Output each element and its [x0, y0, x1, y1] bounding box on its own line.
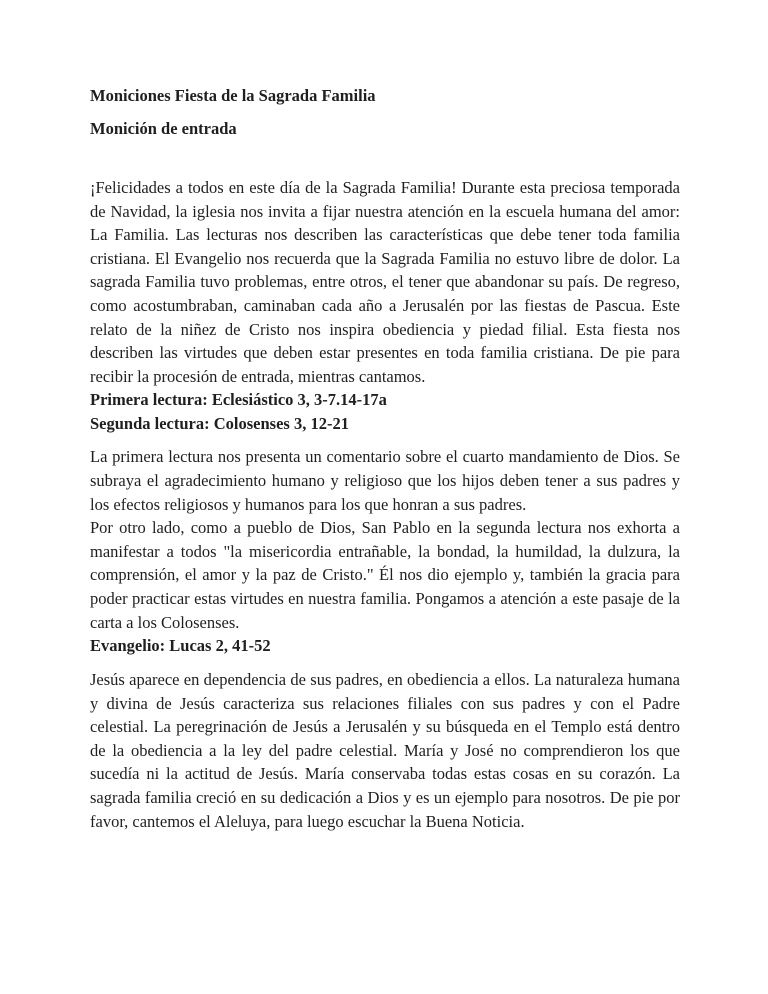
gospel-heading: Evangelio: Lucas 2, 41-52	[90, 636, 271, 656]
first-reading-heading: Primera lectura: Eclesiástico 3, 3-7.14-17a	[90, 390, 387, 410]
readings-headings	[90, 388, 680, 436]
document-title: Moniciones Fiesta de la Sagrada Familia	[90, 86, 376, 105]
second-reading-paragraph: Por otro lado, como a pueblo de Dios, San Pablo en la segunda lectura nos exhorta a manifestar a todos "la misericordia entrañable, la bondad, la humildad, la dulzura, la comprensión, el amor y la paz de Cristo." Él nos dio ejemplo y, también la gracia para poder practicar estas virtudes en nuestra familia. Pongamos a atención a este pasaje de la carta a los Colosenses.	[90, 518, 680, 632]
second-reading-heading: Segunda lectura: Colosenses 3, 12-21	[90, 414, 349, 434]
section-heading-entrance: Monición de entrada	[90, 119, 237, 138]
intro-paragraph: ¡Felicidades a todos en este día de la Sagrada Familia! Durante esta preciosa temporada de Navidad, la iglesia nos invita a fijar nuestra atención en la escuela humana del amor: La Familia. Las lecturas nos describen las características que debe tener toda familia cristiana. El Evangelio nos recuerda que la Sagrada Familia no estuvo libre de dolor. La sagrada Familia tuvo problemas, entre otros, el tener que abandonar su país. De regreso, como acostumbraban, caminaban cada año a Jerusalén por las fiestas de Pascua. Este relato de la niñez de Cristo nos inspira obediencia y piedad filial. Esta fiesta nos describen las virtudes que deben estar presentes en toda familia cristiana. De pie para recibir la procesión de entrada, mientras cantamos.	[90, 178, 680, 386]
document-page	[90, 84, 680, 833]
first-reading-paragraph: La primera lectura nos presenta un comentario sobre el cuarto mandamiento de Dios. Se subraya el agradecimiento humano y religioso que los hijos deben tener a sus padres y los efectos religiosos y humanos para los que honran a sus padres.	[90, 447, 680, 514]
gospel-paragraph: Jesús aparece en dependencia de sus padres, en obediencia a ellos. La naturaleza humana y divina de Jesús caracteriza sus relaciones filiales con sus padres y con el Padre celestial. La peregrinación de Jesús a Jerusalén y su búsqueda en el Templo está dentro de la obediencia a la ley del padre celestial. María y José no comprendieron los que sucedía ni la actitud de Jesús. María conservaba todas estas cosas en su corazón. La sagrada familia creció en su dedicación a Dios y es un ejemplo para nosotros. De pie por favor, cantemos el Aleluya, para luego escuchar la Buena Noticia.	[90, 670, 680, 831]
